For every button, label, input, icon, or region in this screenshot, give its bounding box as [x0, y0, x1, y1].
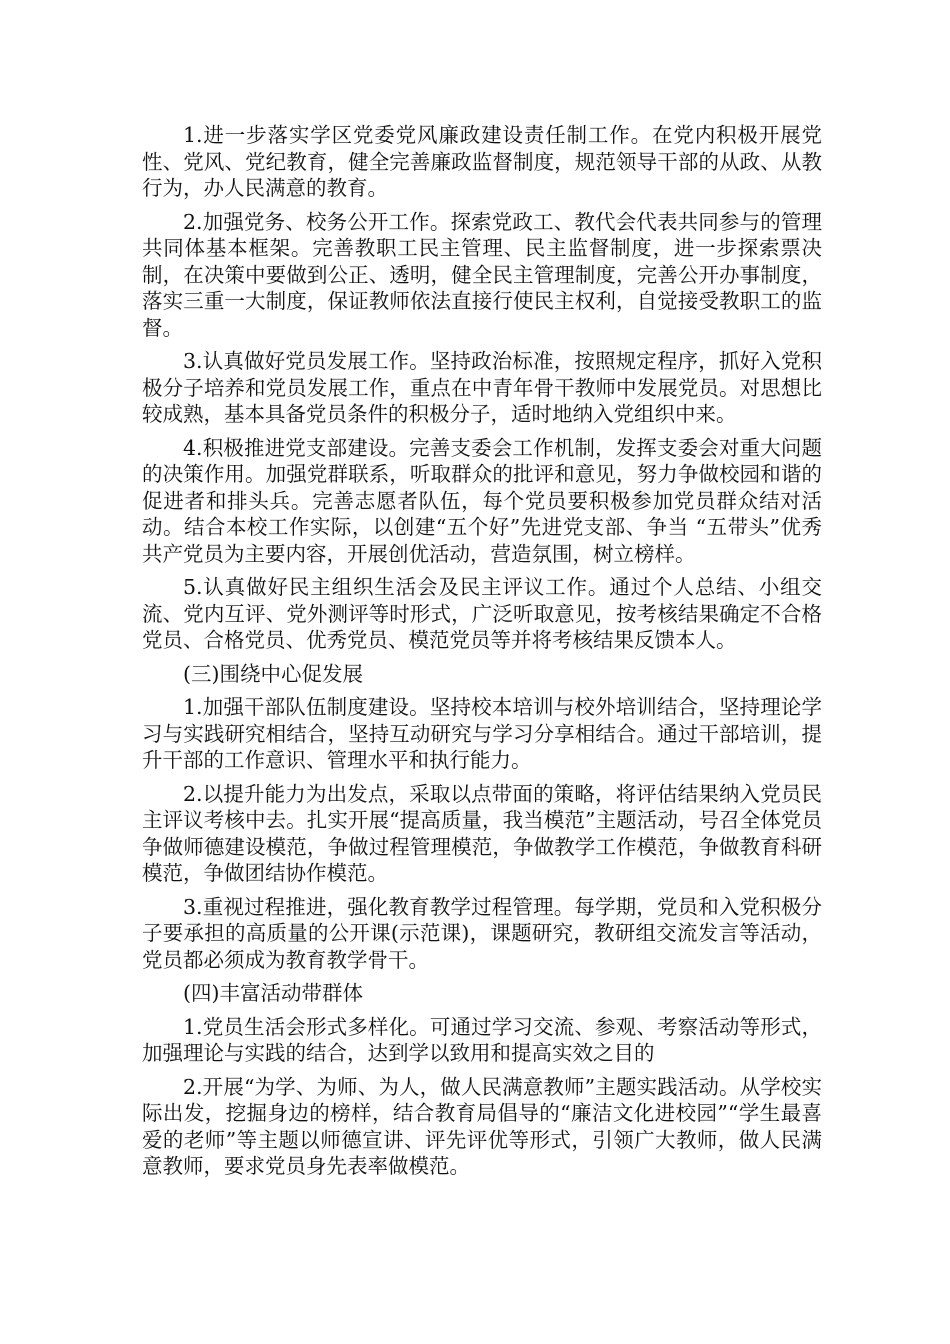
section-heading-4: (四)丰富活动带群体 [183, 981, 363, 1005]
paragraph-3-1: 1.加强干部队伍制度建设。坚持校本培训与校外培训结合，坚持理论学习与实践研究相结合，坚持互动研究与学习分享相结合。通过干部培训，提升干部的工作意识、管理水平和执行能力。 [142, 695, 822, 772]
paragraph-1-5: 5.认真做好民主组织生活会及民主评议工作。通过个人总结、小组交流、党内互评、党外测评等时形式，广泛听取意见，按考核结果确定不合格党员、合格党员、优秀党员、模范党员等并将考核结果反馈本人。 [142, 575, 822, 652]
paragraph-4-2: 2.开展“为学、为师、为人，做人民满意教师”主题实践活动。从学校实际出发，挖掘身边的榜样，结合教育局倡导的“廉洁文化进校园”“学生最喜爱的老师”等主题以师德宣讲、评先评优等形式，引领广大教师，做人民满意教师，要求党员身先表率做模范。 [142, 1074, 822, 1178]
document-page [142, 122, 822, 1187]
paragraph-4-1: 1.党员生活会形式多样化。可通过学习交流、参观、考察活动等形式，加强理论与实践的结合，达到学以致用和提高实效之目的 [142, 1014, 822, 1065]
paragraph-1-3: 3.认真做好党员发展工作。坚持政治标准，按照规定程序，抓好入党积极分子培养和党员发展工作，重点在中青年骨干教师中发展党员。对思想比较成熟，基本具备党员条件的积极分子，适时地纳入党组织中来。 [142, 349, 822, 426]
paragraph-1-4: 4.积极推进党支部建设。完善支委会工作机制，发挥支委会对重大问题的决策作用。加强党群联系，听取群众的批评和意见，努力争做校园和谐的促进者和排头兵。完善志愿者队伍，每个党员要积极参加党员群众结对活动。结合本校工作实际，以创建“五个好”先进党支部、争当 “五带头”优秀共产党员为主要内容，开展创优活动，营造氛围，树立榜样。 [142, 435, 822, 566]
section-heading-3: (三)围绕中心促发展 [183, 661, 363, 686]
paragraph-3-3: 3.重视过程推进，强化教育教学过程管理。每学期，党员和入党积极分子要承担的高质量的公开课(示范课)，课题研究，教研组交流发言等活动，党员都必须成为教育教学骨干。 [142, 894, 822, 972]
paragraph-1-2: 2.加强党务、校务公开工作。探索党政工、教代会代表共同参与的管理共同体基本框架。完善教职工民主管理、民主监督制度，进一步探索票决制，在决策中要做到公正、透明，健全民主管理制度，完善公开办事制度，落实三重一大制度，保证教师依法直接行使民主权利，自觉接受教职工的监督。 [142, 209, 822, 340]
paragraph-3-2: 2.以提升能力为出发点，采取以点带面的策略，将评估结果纳入党员民主评议考核中去。扎实开展“提高质量，我当模范”主题活动，号召全体党员争做师德建设模范，争做过程管理模范，争做教学工作模范，争做教育科研模范，争做团结协作模范。 [142, 781, 822, 885]
paragraph-1-1: 1.进一步落实学区党委党风廉政建设责任制工作。在党内积极开展党性、党风、党纪教育，健全完善廉政监督制度，规范领导干部的从政、从教行为，办人民满意的教育。 [142, 123, 822, 200]
